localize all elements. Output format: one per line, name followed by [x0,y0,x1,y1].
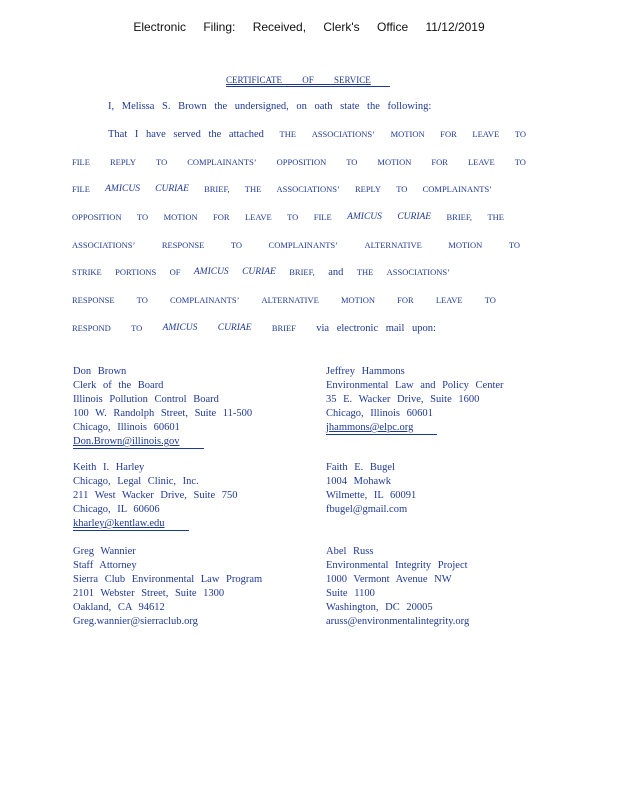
certificate-intro: I, Melissa S. Brown the undersigned, on oath state the following: [108,101,432,112]
paragraph-line-5: ASSOCIATIONS’ RESPONSE TO COMPLAINANTS’ ALTERNATIVE MOTION TO [72,240,520,250]
filing-header: Electronic Filing: Received, Clerk's Office 11/12/2019 [133,20,485,34]
email-link[interactable]: Don.Brown@illinois.gov [73,436,204,449]
contact-block-don-brown: Don Brown Clerk of the Board Illinois Pollution Control Board 100 W. Randolph Street, Suite 11-500 Chicago, Illinois 60601 Don.Brown@illinois.gov [73,366,253,447]
paragraph-line-6: STRIKE PORTIONS OF AMICUS CURIAE BRIEF, and THE ASSOCIATIONS’ [72,267,450,278]
paragraph-line-1: That I have served the attached THE ASSOCIATIONS’ MOTION FOR LEAVE TO [108,129,526,140]
paragraph-line-8: RESPOND TO AMICUS CURIAE BRIEF via electronic mail upon: [72,323,436,334]
email-link[interactable]: fbugel@gmail.com [326,504,408,515]
email-link[interactable]: Greg.wannier@sierraclub.org [73,616,198,627]
email-link[interactable]: jhammons@elpc.org [326,422,437,435]
certificate-title: CERTIFICATE OF SERVICE [226,75,390,87]
paragraph-line-7: RESPONSE TO COMPLAINANTS’ ALTERNATIVE MOTION FOR LEAVE TO [72,295,496,305]
paragraph-line-3: FILE AMICUS CURIAE BRIEF, THE ASSOCIATIONS’ REPLY TO COMPLAINANTS’ [72,184,492,194]
email-link[interactable]: kharley@kentlaw.edu [73,518,189,531]
contact-block-faith-bugel: Faith E. Bugel 1004 Mohawk Wilmette, IL 60091 fbugel@gmail.com [326,462,417,515]
paragraph-line-2: FILE REPLY TO COMPLAINANTS’ OPPOSITION TO MOTION FOR LEAVE TO [72,157,526,167]
paragraph-line-4: OPPOSITION TO MOTION FOR LEAVE TO FILE AMICUS CURIAE BRIEF, THE [72,212,504,222]
contact-block-jeffrey-hammons: Jeffrey Hammons Environmental Law and Policy Center 35 E. Wacker Drive, Suite 1600 Chicago, Illinois 60601 jhammons@elpc.org [326,366,504,433]
contact-block-keith-harley: Keith I. Harley Chicago, Legal Clinic, Inc. 211 West Wacker Drive, Suite 750 Chicago, IL 60606 kharley@kentlaw.edu [73,462,238,529]
contact-block-greg-wannier: Greg Wannier Staff Attorney Sierra Club Environmental Law Program 2101 Webster Street, Suite 1300 Oakland, CA 94612 Greg.wannier@sierraclub.org [73,546,263,627]
email-link[interactable]: aruss@environmentalintegrity.org [326,616,470,627]
contact-block-abel-russ: Abel Russ Environmental Integrity Project 1000 Vermont Avenue NW Suite 1100 Washington, DC 20005 aruss@environmentalintegrity.org [326,546,470,627]
